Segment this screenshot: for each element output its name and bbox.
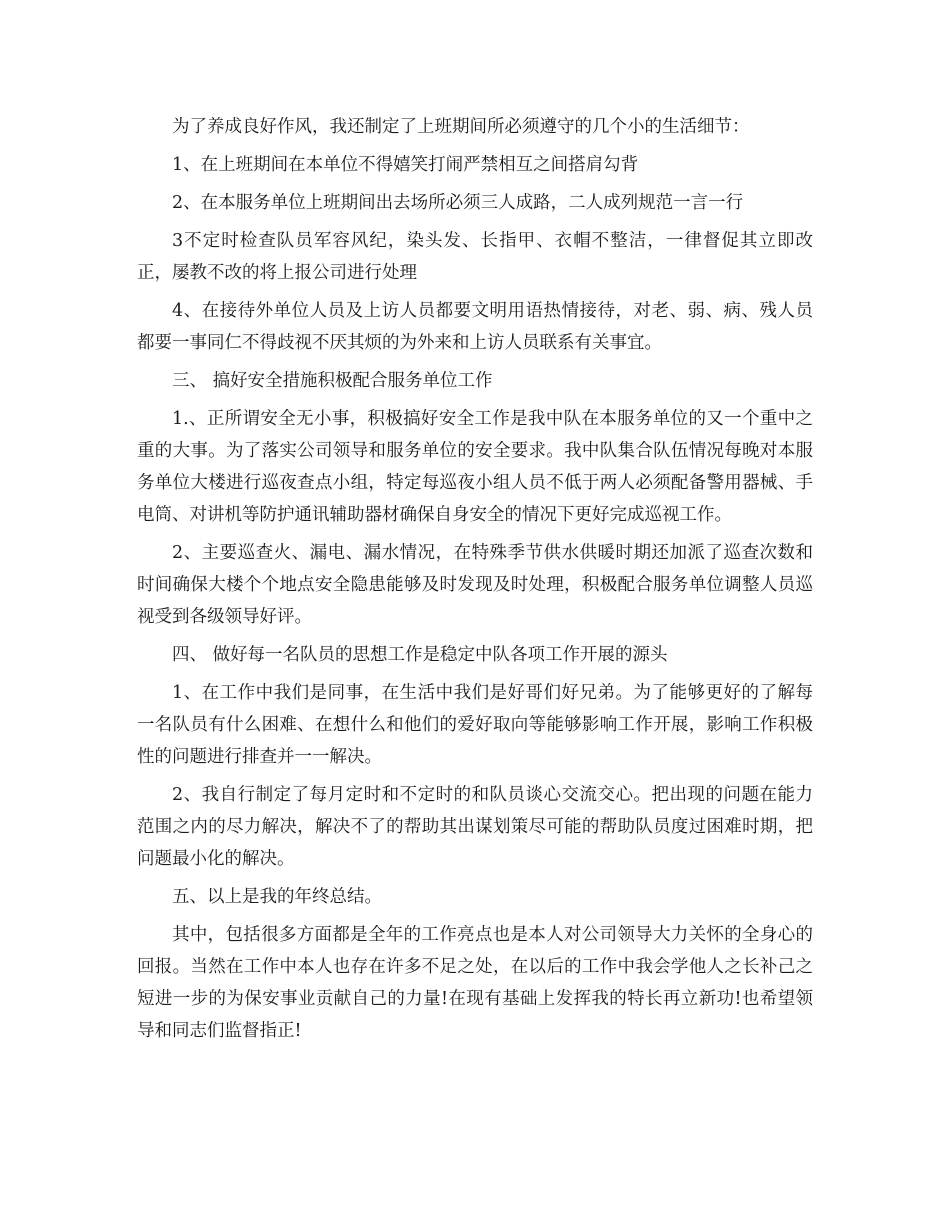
section-heading-4: 四、 做好每一名队员的思想工作是稳定中队各项工作开展的源头 — [172, 645, 668, 665]
section-heading-3: 三、 搞好安全措施积极配合服务单位工作 — [172, 371, 493, 391]
section-heading-5: 五、以上是我的年终总结。 — [172, 887, 382, 907]
paragraph-safety-1: 1.、正所谓安全无小事，积极搞好安全工作是我中队在本服务单位的又一个重中之重的大事。为了落实公司领导和服务单位的安全要求。我中队集合队伍情况每晚对本服务单位大楼进行巡夜查点小组，特定每巡夜小组人员不低于两人必须配备警用器械、手电筒、对讲机等防护通讯辅助器材确保自身安全的情况下更好完成巡视工作。 — [137, 409, 813, 525]
paragraph-team-2: 2、我自行制定了每月定时和不定时的和队员谈心交流交心。把出现的问题在能力范围之内的尽力解决，解决不了的帮助其出谋划策尽可能的帮助队员度过困难时期，把问题最小化的解决。 — [137, 785, 813, 869]
paragraph-intro: 为了养成良好作风，我还制定了上班期间所必须遵守的几个小的生活细节： — [172, 117, 750, 137]
document-body — [137, 111, 813, 1053]
paragraph-safety-2: 2、主要巡查火、漏电、漏水情况，在特殊季节供水供暖时期还加派了巡查次数和时间确保大楼个个地点安全隐患能够及时发现及时处理，积极配合服务单位调整人员巡视受到各级领导好评。 — [137, 543, 813, 627]
paragraph-team-1: 1、在工作中我们是同事，在生活中我们是好哥们好兄弟。为了能够更好的了解每一名队员有什么困难、在想什么和他们的爱好取向等能够影响工作开展，影响工作积极性的问题进行排查并一一解决。 — [137, 683, 813, 767]
paragraph-rule-4: 4、在接待外单位人员及上访人员都要文明用语热情接待，对老、弱、病、残人员都要一事同仁不得歧视不厌其烦的为外来和上访人员联系有关事宜。 — [137, 301, 813, 353]
paragraph-rule-1: 1、在上班期间在本单位不得嬉笑打闹严禁相互之间搭肩勾背 — [172, 155, 639, 175]
paragraph-rule-2: 2、在本服务单位上班期间出去场所必须三人成路，二人成列规范一言一行 — [172, 193, 744, 213]
paragraph-rule-3: 3不定时检查队员军容风纪，染头发、长指甲、衣帽不整洁，一律督促其立即改正，屡教不改的将上报公司进行处理 — [137, 231, 813, 283]
paragraph-conclusion: 其中，包括很多方面都是全年的工作亮点也是本人对公司领导大力关怀的全身心的回报。当然在工作中本人也存在许多不足之处，在以后的工作中我会学他人之长补己之短进一步的为保安事业贡献自己的力量!在现有基础上发挥我的特长再立新功!也希望领导和同志们监督指正! — [137, 925, 813, 1041]
